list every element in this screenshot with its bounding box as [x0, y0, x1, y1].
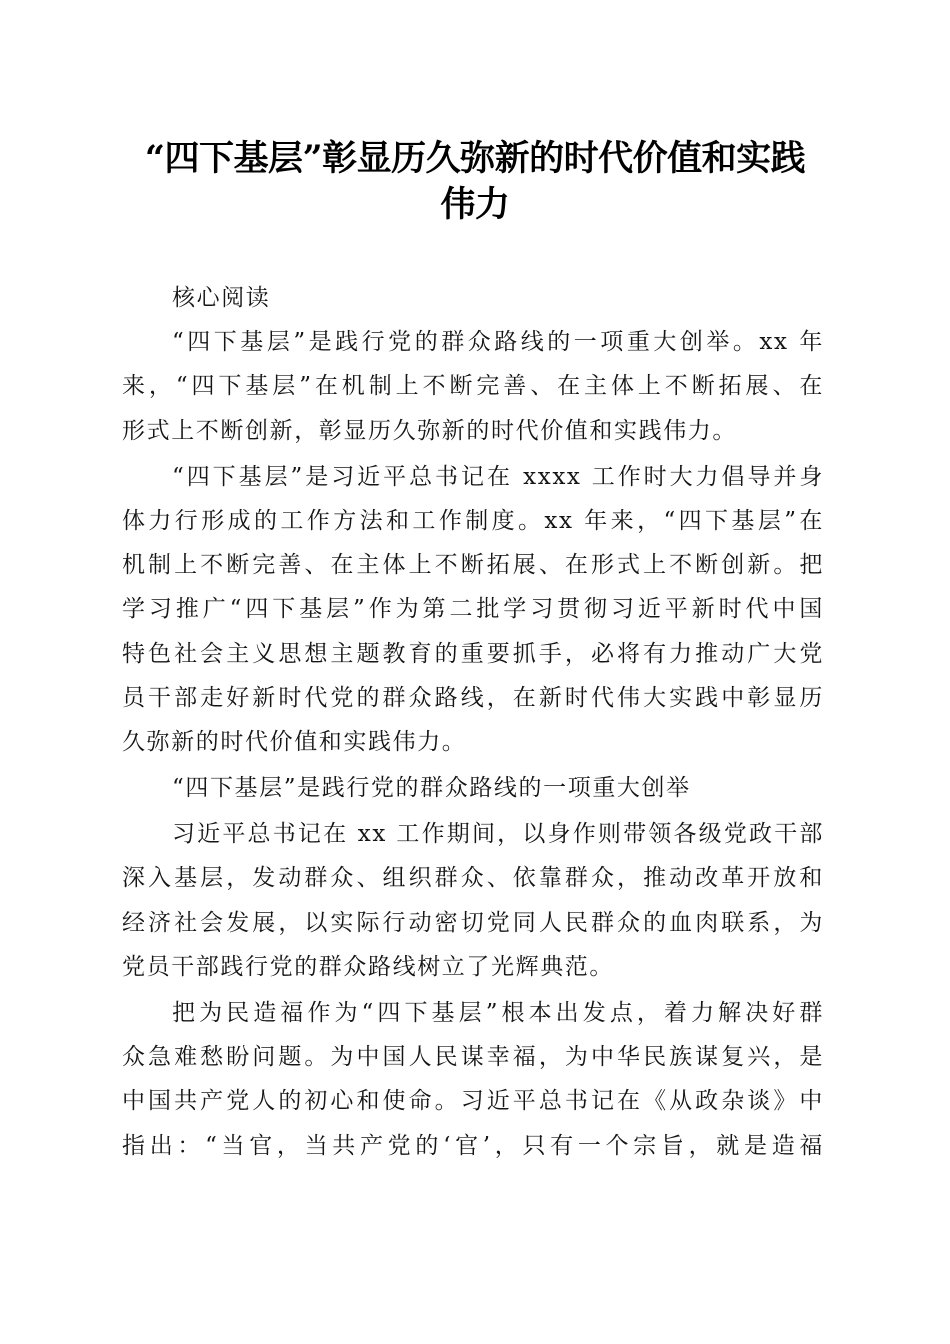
text-line: 来，“四下基层”在机制上不断完善、在主体上不断拓展、在: [122, 373, 824, 400]
text-line: 指出：“当官，当共产党的‘官’，只有一个宗旨，就是造福: [122, 1132, 824, 1159]
text-line: 党员干部践行党的群众路线树立了光辉典范。: [122, 953, 614, 980]
section-label-core-reading: [122, 280, 824, 324]
text-line: 机制上不断完善、在主体上不断拓展、在形式上不断创新。把: [122, 552, 824, 579]
text-line: 众急难愁盼问题。为中国人民谋幸福，为中华民族谋复兴，是: [122, 1044, 824, 1071]
title-line-2: 伟力: [440, 184, 510, 225]
text-line: 中国共产党人的初心和使命。习近平总书记在《从政杂谈》中: [122, 1088, 824, 1115]
text-line: 员干部走好新时代党的群众路线，在新时代伟大实践中彰显历: [122, 684, 824, 711]
text-line: 久弥新的时代价值和实践伟力。: [122, 728, 467, 755]
text-line: “四下基层”是践行党的群众路线的一项重大创举。xx 年: [172, 329, 824, 356]
subheading: [122, 770, 824, 814]
document-body: [122, 280, 824, 1172]
text-line: 经济社会发展，以实际行动密切党同人民群众的血肉联系，为: [122, 909, 824, 936]
text-line: 学习推广“四下基层”作为第二批学习贯彻习近平新时代中国: [122, 596, 824, 623]
text-line: 形式上不断创新，彰显历久弥新的时代价值和实践伟力。: [122, 417, 737, 444]
document-title: [100, 136, 850, 228]
paragraph-summary: [122, 324, 824, 457]
text-line: “四下基层”是践行党的群众路线的一项重大创举: [172, 775, 691, 802]
text-line: 特色社会主义思想主题教育的重要抓手，必将有力推动广大党: [122, 640, 824, 667]
paragraph-intro: [122, 459, 824, 768]
text-line: 深入基层，发动群众、组织群众、依靠群众，推动改革开放和: [122, 865, 824, 892]
text-line: “四下基层”是习近平总书记在 xxxx 工作时大力倡导并身: [172, 463, 824, 490]
title-line-1: “四下基层”彰显历久弥新的时代价值和实践: [144, 138, 806, 179]
text-line: 习近平总书记在 xx 工作期间，以身作则带领各级党政干部: [172, 821, 824, 848]
text-line: 把为民造福作为“四下基层”根本出发点，着力解决好群: [172, 1000, 824, 1026]
text-line: 核心阅读: [172, 285, 271, 311]
paragraph-welfare: [122, 995, 824, 1172]
text-line: 体力行形成的工作方法和工作制度。xx 年来，“四下基层”在: [122, 507, 824, 534]
paragraph-example: [122, 816, 824, 993]
